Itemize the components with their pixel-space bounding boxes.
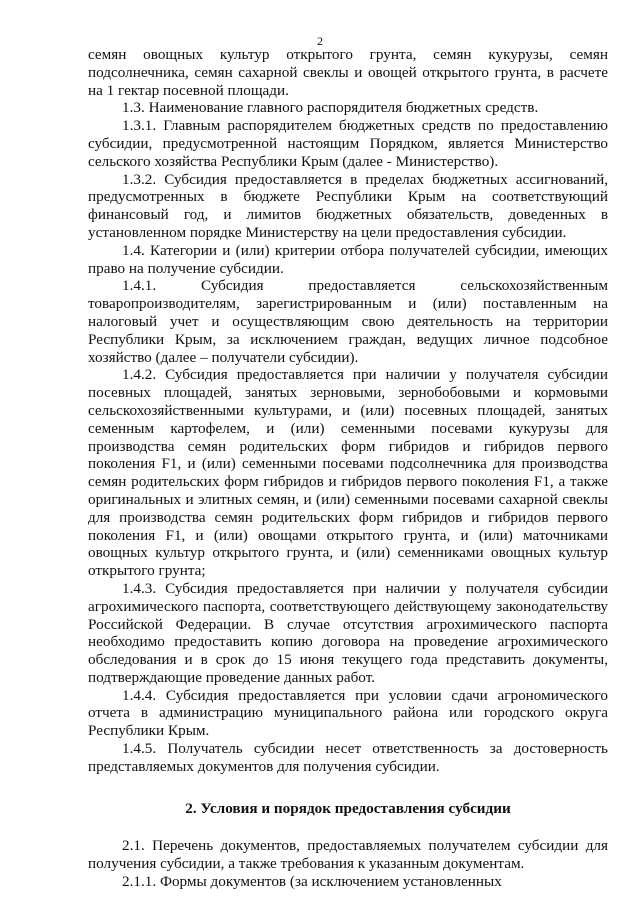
paragraph-1-3-1: 1.3.1. Главным распорядителем бюджетных средств по предоставлению субсидии, предусмотренной настоящим Порядком, является Министерство сельского хозяйства Республики Крым (далее - Министерство). xyxy=(88,117,608,170)
paragraph-1-3: 1.3. Наименование главного распорядителя бюджетных средств. xyxy=(122,99,539,117)
paragraph-2-1-1: 2.1.1. Формы документов (за исключением установленных xyxy=(122,873,502,891)
paragraph-1-4-3: 1.4.3. Субсидия предоставляется при наличии у получателя субсидии агрохимического паспорта, соответствующего действующему законодательству Российской Федерации. В случае отсутствия агрохимического паспорта необходимо предоставить копию договора на проведение агрохимического обследования и в срок до 15 июня текущего года представить документы, подтверждающие проведение данных работ. xyxy=(88,579,608,686)
section-heading: 2. Условия и порядок предоставления субсидии xyxy=(185,799,511,817)
paragraph-continuation: семян овощных культур открытого грунта, семян кукурузы, семян подсолнечника, семян сахарной свеклы и овощей открытого грунта, в расчете на 1 гектар посевной площади. xyxy=(88,46,608,99)
paragraph-1-4: 1.4. Категории и (или) критерии отбора получателей субсидии, имеющих право на получение субсидии. xyxy=(88,241,608,277)
paragraph-1-4-1: 1.4.1. Субсидия предоставляется сельскохозяйственным товаропроизводителям, зарегистрированным и (или) поставленным на налоговый учет и осуществляющим свою деятельность на территории Республики Крым, за исключением граждан, ведущих личное подсобное хозяйство (далее – получатели субсидии). xyxy=(88,277,608,366)
paragraph-2-1: 2.1. Перечень документов, предоставляемых получателем субсидии для получения субсидии, а также требования к указанным документам. xyxy=(88,837,608,873)
document-body xyxy=(88,46,608,891)
paragraph-1-3-2: 1.3.2. Субсидия предоставляется в пределах бюджетных ассигнований, предусмотренных в бюджете Республики Крым на соответствующий финансовый год, и лимитов бюджетных обязательств, доведенных в установленном порядке Министерству на цели предоставления субсидии. xyxy=(88,170,608,241)
paragraph-1-4-2: 1.4.2. Субсидия предоставляется при наличии у получателя субсидии посевных площадей, занятых зерновыми, зернобобовыми и кормовыми сельскохозяйственными культурами, и (или) посевных площадей, занятых семенным картофелем, и (или) семенными посевами кукурузы для производства семян родительских форм гибридов и гибридов первого поколения F1, и (или) семенными посевами подсолнечника для производства семян родительских форм гибридов и гибридов первого поколения F1, а также оригинальных и элитных семян, и (или) семенными посевами сахарной свеклы для производства семян родительских форм гибридов и гибридов первого поколения F1, и (или) овощами открытого грунта, и (или) маточниками овощных культур открытого грунта, и (или) семенниками овощных культур открытого грунта; xyxy=(88,366,608,580)
paragraph-1-4-5: 1.4.5. Получатель субсидии несет ответственность за достоверность представляемых документов для получения субсидии. xyxy=(88,740,608,775)
page-number: 2 xyxy=(317,34,323,48)
paragraph-1-4-4: 1.4.4. Субсидия предоставляется при условии сдачи агрономического отчета в администрацию муниципального района или городского округа Республики Крым. xyxy=(88,686,608,740)
